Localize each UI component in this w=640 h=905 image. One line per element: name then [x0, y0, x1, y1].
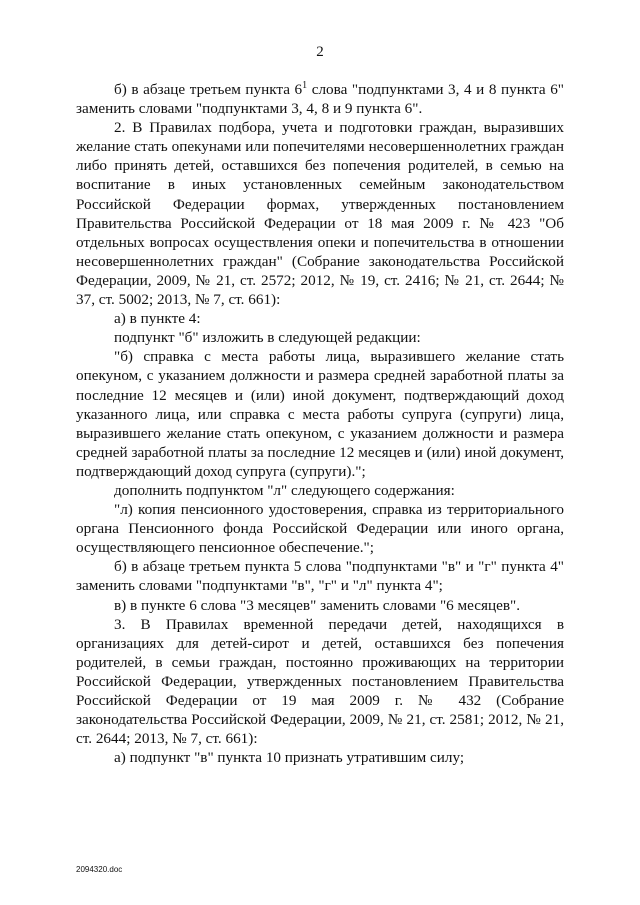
paragraph-2a-subpoint-b-text: "б) справка с места работы лица, выразившего желание стать опекуном, с указанием должности и размера средней заработной платы за последние 12 месяцев и (или) иной документ, подтверждающий доход указанного лица, или справка с места работы супруга (супруги) лица, выразившего желание стать опекуном, с указанием должности и размера средней заработной платы за последние 12 месяцев и (или) иной документ, подтверждающий доход супруга (супруги).";	[76, 348, 564, 480]
page-number: 2	[316, 44, 324, 60]
paragraph-2b: б) в абзаце третьем пункта 5 слова "подпунктами "в" и "г" пункта 4" заменить словами "подпунктами "в", "г" и "л" пункта 4";	[76, 558, 564, 595]
paragraph-2a-subpoint-l-intro: дополнить подпунктом "л" следующего содержания:	[114, 481, 455, 499]
paragraph-3a: а) подпункт "в" пункта 10 признать утратившим силу;	[114, 749, 465, 767]
document-body	[76, 80, 564, 767]
paragraph-2a: а) в пункте 4:	[114, 310, 201, 328]
footer-filename: 2094320.doc	[76, 865, 123, 874]
paragraph-1b: б) в абзаце третьем пункта $6^1$ слова "подпунктами 3, 4 и 8 пункта 6" заменить словами "подпунктами 3, 4, 8 и 9 пункта 6".	[76, 79, 564, 118]
paragraph-2a-subpoint-l-text: "л) копия пенсионного удостоверения, справка из территориального органа Пенсионного фонда Российской Федерации или иного органа, осуществляющего пенсионное обеспечение.";	[76, 501, 564, 557]
paragraph-3: 3. В Правилах временной передачи детей, находящихся в организациях для детей-сирот и детей, оставшихся без попечения родителей, в семьи граждан, постоянно проживающих на территории Российской Федерации, утвержденных постановлением Правительства Российской Федерации от 19 мая 2009 г. № 432 (Собрание законодательства Российской Федерации, 2009, № 21, ст. 2581; 2012, № 21, ст. 2644; 2013, № 7, ст. 661):	[76, 615, 564, 748]
paragraph-2c: в) в пункте 6 слова "3 месяцев" заменить словами "6 месяцев".	[114, 596, 521, 614]
superscript: 1	[302, 79, 308, 91]
paragraph-2a-subpoint-b-intro: подпункт "б" изложить в следующей редакции:	[114, 329, 421, 347]
paragraph-2: 2. В Правилах подбора, учета и подготовки граждан, выразивших желание стать опекунами или попечителями несовершеннолетних граждан либо принять детей, оставшихся без попечения родителей, в семью на воспитание в иных установленных семейным законодательством Российской Федерации формах, утвержденных постановлением Правительства Российской Федерации от 18 мая 2009 г. № 423 "Об отдельных вопросах осуществления опеки и попечительства в отношении несовершеннолетних граждан" (Собрание законодательства Российской Федерации, 2009, № 21, ст. 2572; 2012, № 19, ст. 2416; № 21, ст. 2644; № 37, ст. 5002; 2013, № 7, ст. 661):	[76, 119, 564, 309]
